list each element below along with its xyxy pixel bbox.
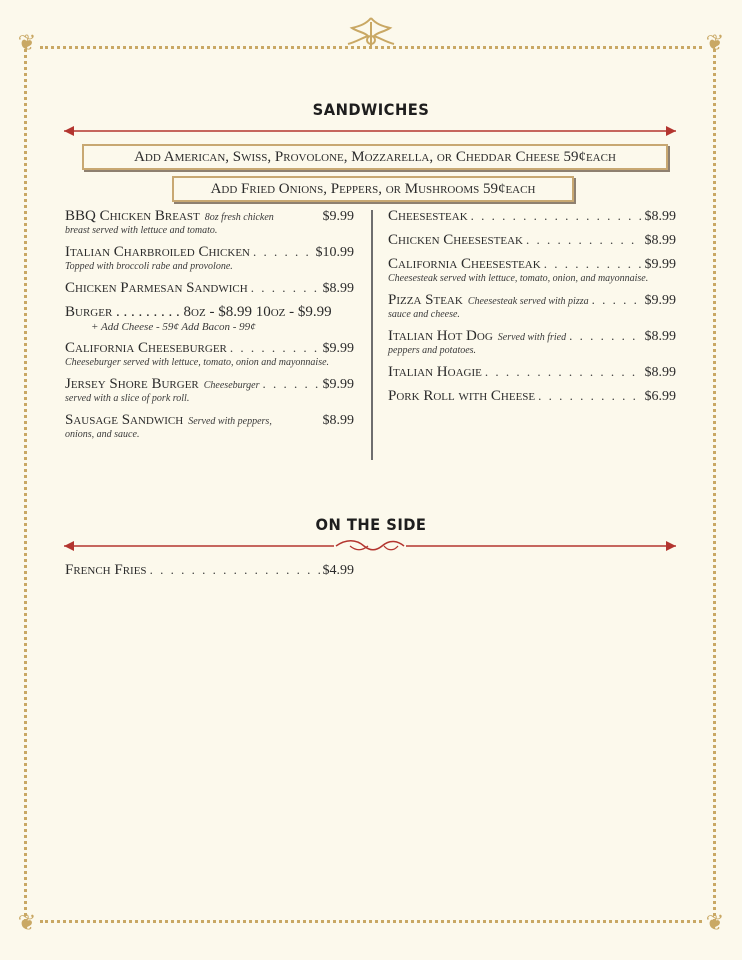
menu-item-italian-hoagie: Italian Hoagie . . . $8.99 [388, 364, 676, 381]
menu-item-italian-charbroiled-chicken: Italian Charbroiled Chicken . . . $10.99 Topped with broccoli rabe and provolone. [65, 244, 354, 273]
menu-item-jersey-shore-burger: Jersey Shore Burger Cheeseburger . . . $9.99 served with a slice of pork roll. [65, 376, 354, 405]
menu-item-bbq-chicken-breast: BBQ Chicken Breast 8oz fresh chicken $9.99 breast served with lettuce and tomato. [65, 208, 354, 236]
menu-item-french-fries: French Fries . . . $4.99 [65, 562, 354, 579]
menu-item-italian-hot-dog: Italian Hot Dog Served with fried . . . $8.99 peppers and potatoes. [388, 328, 676, 357]
section-divider-rule [64, 124, 676, 138]
menu-item-california-cheeseburger: California Cheeseburger . . . $9.99 Cheeseburger served with lettuce, tomato, onion and mayonnaise. [65, 340, 354, 369]
menu-item-chicken-parmesan-sandwich: Chicken Parmesan Sandwich . . . $8.99 [65, 280, 354, 297]
menu-item-cheesesteak: Cheesesteak . . . $8.99 [388, 208, 676, 225]
side-menu-column [65, 562, 354, 586]
corner-ornament-icon: ❦ [705, 30, 725, 55]
left-menu-column [65, 208, 354, 448]
menu-item-pork-roll-with-cheese: Pork Roll with Cheese . . . $6.99 [388, 388, 676, 405]
menu-item-pizza-steak: Pizza Steak Cheesesteak served with pizza . . . $9.99 sauce and cheese. [388, 292, 676, 321]
crest-ornament-icon [338, 14, 404, 54]
menu-item-sausage-sandwich: Sausage Sandwich Served with peppers, $8.99 onions, and sauce. [65, 412, 354, 440]
right-menu-column [388, 208, 676, 412]
section-divider-rule [64, 539, 676, 553]
sandwiches-title: SANDWICHES [312, 100, 430, 119]
cheese-addon-banner: Add American, Swiss, Provolone, Mozzarella, or Cheddar Cheese 59¢each [82, 144, 668, 170]
menu-item-chicken-cheesesteak: Chicken Cheesesteak . . . $8.99 [388, 232, 676, 249]
column-divider [371, 210, 373, 460]
border-bottom [40, 920, 702, 923]
menu-item-california-cheesesteak: California Cheesesteak . . . $9.99 Cheesesteak served with lettuce, tomato, onion, and mayonnaise. [388, 256, 676, 285]
menu-item-burger: Burger . . . . . . . . . 8oz - $8.99 10oz - $9.99 + Add Cheese - 59¢ Add Bacon - 99¢ [65, 304, 332, 333]
toppings-addon-banner: Add Fried Onions, Peppers, or Mushrooms 59¢each [172, 176, 574, 202]
corner-ornament-icon: ❦ [705, 910, 725, 935]
corner-ornament-icon: ❦ [17, 910, 37, 935]
side-title: ON THE SIDE [315, 515, 427, 534]
corner-ornament-icon: ❦ [17, 30, 37, 55]
